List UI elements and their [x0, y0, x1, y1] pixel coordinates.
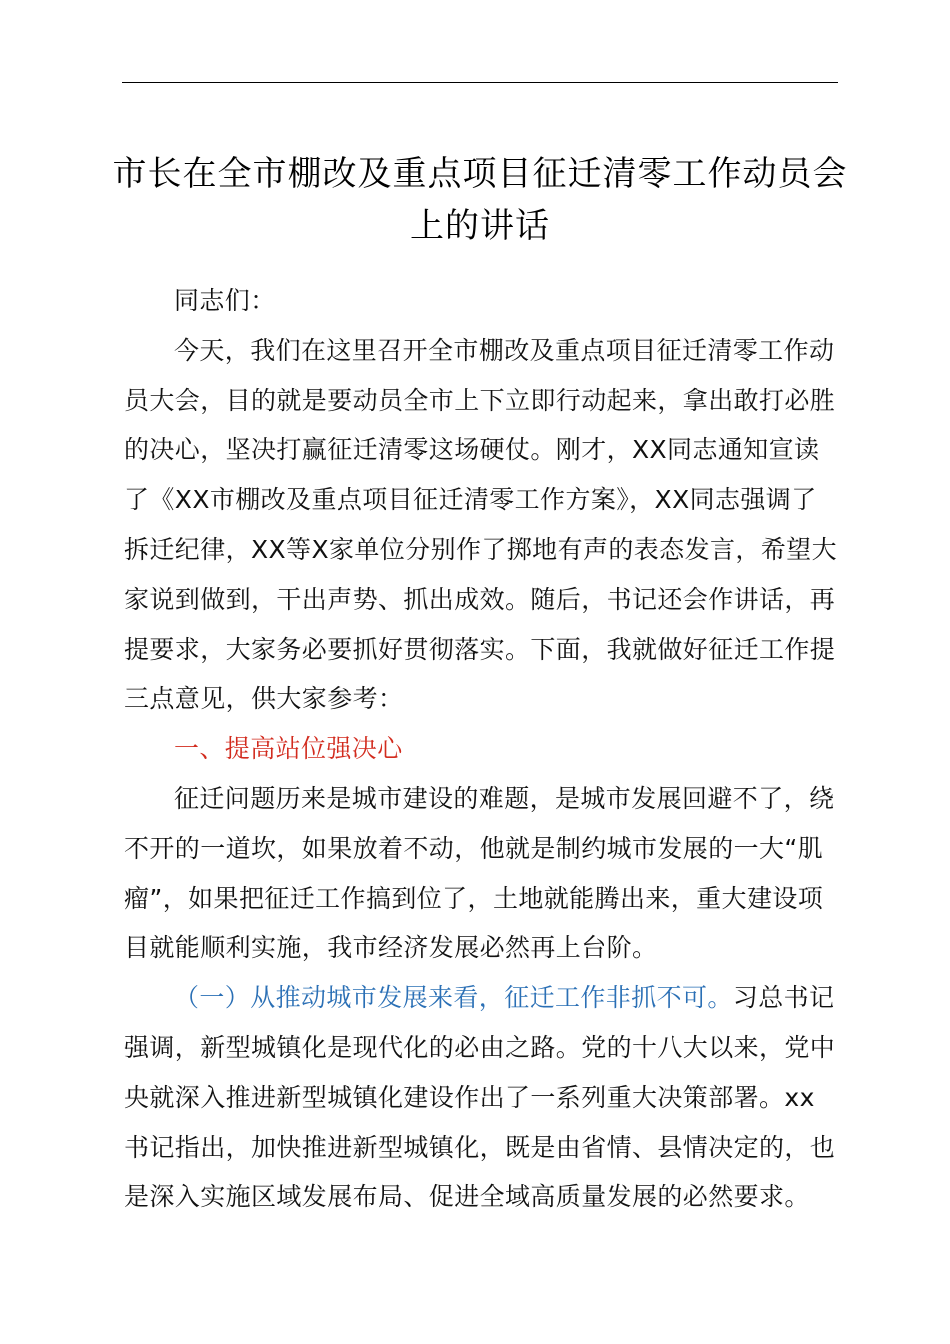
- subsection-1-text: 习总书记强调，新型城镇化是现代化的必由之路。党的十八大以来，党中央就深入推进新型城镇化建设作出了一系列重大决策部署。xx书记指出，加快推进新型城镇化，既是由省情、县情决定的，也是深入实施区域发展布局、促进全域高质量发展的必然要求。: [124, 983, 836, 1212]
- document-body: [124, 276, 840, 1222]
- intro-paragraph: 今天，我们在这里召开全市棚改及重点项目征迁清零工作动员大会，目的就是要动员全市上下立即行动起来，拿出敢打必胜的决心，坚决打赢征迁清零这场硬仗。刚才，XX同志通知宣读了《XX市棚改及重点项目征迁清零工作方案》，XX同志强调了拆迁纪律，XX等X家单位分别作了掷地有声的表态发言，希望大家说到做到，干出声势、抓出成效。随后，书记还会作讲话，再提要求，大家务必要抓好贯彻落实。下面，我就做好征迁工作提三点意见，供大家参考：: [124, 335, 837, 714]
- section-1-paragraph: 征迁问题历来是城市建设的难题，是城市发展回避不了，绕不开的一道坎，如果放着不动，他就是制约城市发展的一大“肌瘤”，如果把征迁工作搞到位了，土地就能腾出来，重大建设项目就能顺利实施，我市经济发展必然再上台阶。: [124, 783, 835, 963]
- section-heading-1: 一、提高站位强决心: [174, 734, 403, 764]
- subsection-heading-1: （一）从推动城市发展来看，征迁工作非抓不可。: [174, 983, 733, 1013]
- subsection-1-paragraph: [124, 973, 840, 1222]
- page-title: 市长在全市棚改及重点项目征迁清零工作动员会上的讲话: [112, 154, 848, 246]
- header-rule: [122, 82, 838, 83]
- salutation: 同志们：: [174, 286, 276, 315]
